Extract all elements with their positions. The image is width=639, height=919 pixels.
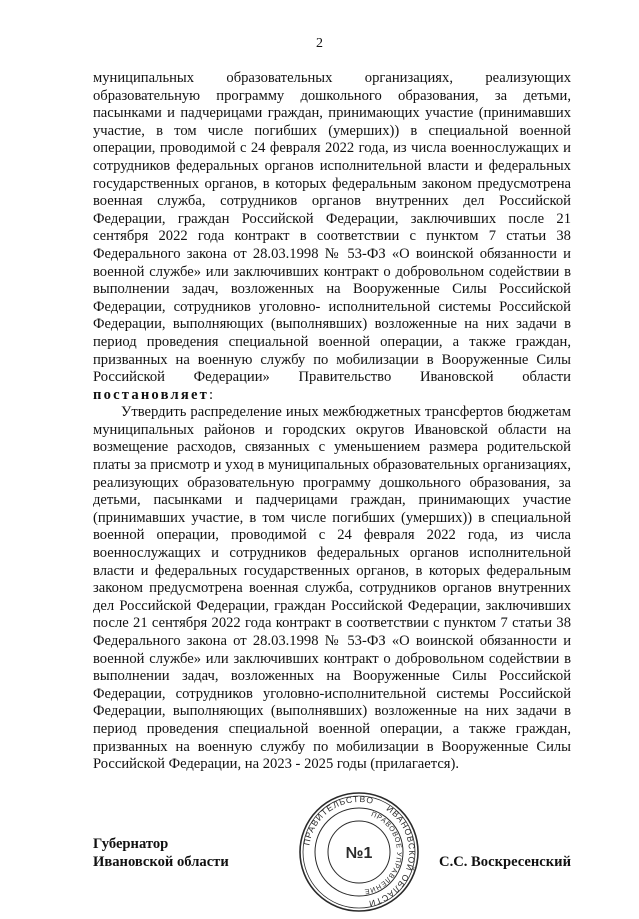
signatory-name: С.С. Воскресенский [439, 854, 571, 870]
preamble-line: (принимавших участие, в том числе погибших (умерших)) в специальной [93, 105, 571, 139]
preamble-line: муниципальных образовательных организациях, реализующих [93, 70, 571, 86]
resolution-line: области на возмещение расходов, связанных с уменьшением размера [93, 421, 571, 456]
preamble-line: (выполнявших) возложенные на них задачи в период проведения [93, 316, 571, 350]
preamble-line: пасынками и падчерицами граждан, принимающих участие [93, 105, 474, 122]
decree-lead: Правительство Ивановской области [298, 369, 571, 386]
decree-colon: : [209, 386, 214, 403]
resolution-line: Силы Российской Федерации, на 2023 - 2025 годы (прилагается). [93, 738, 571, 773]
resolution-line: 38 Федерального закона от 28.03.1998 № 53-ФЗ «О воинской обязанности [93, 615, 571, 649]
resolution-line: падчерицами граждан, принимающих участие (принимавших участие, в [93, 492, 571, 526]
stamp-outer-ring-text: ПРАВИТЕЛЬСТВО [301, 793, 375, 847]
page-number: 2 [316, 36, 323, 51]
preamble-line: заключивших после 21 сентября 2022 года контракт в соответствии с [93, 210, 572, 245]
resolution-line: образовательных организациях, реализующих образовательную [93, 457, 572, 491]
resolution-line: Российской Федерации, выполняющих (выполнявших) возложенные на [93, 685, 571, 720]
resolution-line: сотрудников федеральных органов исполнительной власти и федеральных [93, 545, 571, 579]
resolution-line: предусмотрена военная служба, сотрудников органов внутренних дел [93, 580, 571, 614]
resolution-line: содействии в выполнении задач, возложенных на Вооруженные Силы [93, 650, 571, 685]
preamble-line: исполнительной системы Российской Федерации, выполняющих [93, 298, 571, 333]
resolution-line: них задачи в период проведения специальной военной операции, а также [93, 703, 571, 737]
stamp-inner-ring-text: ПРАВОВОЕ УПРАВЛЕНИЕ [363, 811, 403, 895]
preamble-line: законом предусмотрена военная служба, сотрудников органов внутренних [93, 175, 571, 210]
signatory-title-line-1: Губернатор [93, 836, 169, 852]
preamble-line: специальной военной операции, а также граждан, призванных на военную [93, 333, 571, 368]
preamble-line: образовательную программу дошкольного образования, за детьми, [93, 87, 571, 104]
paragraph-preamble [93, 70, 571, 404]
resolution-line: программу дошкольного образования, за детьми, пасынками и [93, 474, 571, 509]
decree-verb: постановляет [93, 386, 209, 403]
preamble-line: власти и федеральных государственных органов, в которых федеральным [93, 157, 571, 192]
paragraph-resolution [93, 404, 571, 773]
preamble-line: военнослужащих и сотрудников федеральных органов исполнительной [93, 140, 571, 174]
preamble-line: военной операции, проводимой с 24 февраля 2022 года, из числа [93, 122, 571, 157]
signatory-title [93, 835, 229, 871]
preamble-line: «О воинской обязанности и военной службе» или заключивших контракт [93, 245, 571, 280]
resolution-line: государственных органов, в которых федеральным законом [93, 562, 571, 597]
resolution-line: Российской Федерации, сотрудников уголовно-исполнительной системы [93, 668, 571, 702]
resolution-line: Российской Федерации, граждан Российской Федерации, заключивших [119, 597, 571, 614]
resolution-line: Утвердить распределение иных межбюджетных трансфертов [121, 404, 504, 421]
preamble-line: о добровольном содействии в выполнении задач, возложенных на [93, 263, 571, 298]
signatory-title-line-2: Ивановской области [93, 854, 229, 870]
resolution-line: после 21 сентября 2022 года контракт в соответствии с пунктом 7 статьи [93, 615, 553, 632]
resolution-line: бюджетам муниципальных районов и городских округов Ивановской [93, 404, 571, 438]
resolution-line: граждан, призванных на военную службу по мобилизации в Вооруженные [93, 720, 571, 755]
preamble-line: службу по мобилизации в Вооруженные Силы Российской Федерации» [93, 351, 571, 386]
preamble-line: пунктом 7 статьи 38 Федерального закона от 28.03.1998 № 53-ФЗ [93, 228, 571, 262]
document-body [93, 70, 571, 774]
stamp-outer-ring-text-2: ИВАНОВСКОЙ ОБЛАСТИ [367, 803, 418, 910]
resolution-line: том числе погибших (умерших)) в специальной военной операции, [93, 509, 572, 544]
resolution-line: проводимой с 24 февраля 2022 года, из числа военнослужащих и [93, 527, 572, 562]
resolution-line: родительской платы за присмотр и уход в муниципальных [93, 439, 571, 474]
preamble-line: Вооруженные Силы Российской Федерации, сотрудников уголовно- [93, 281, 571, 315]
signature-block [93, 835, 571, 875]
stamp-number: №1 [345, 845, 373, 862]
preamble-line: дел Российской Федерации, граждан Российской Федерации, [93, 193, 571, 227]
resolution-line: и военной службе» или заключивших контракт о добровольном [93, 633, 571, 667]
